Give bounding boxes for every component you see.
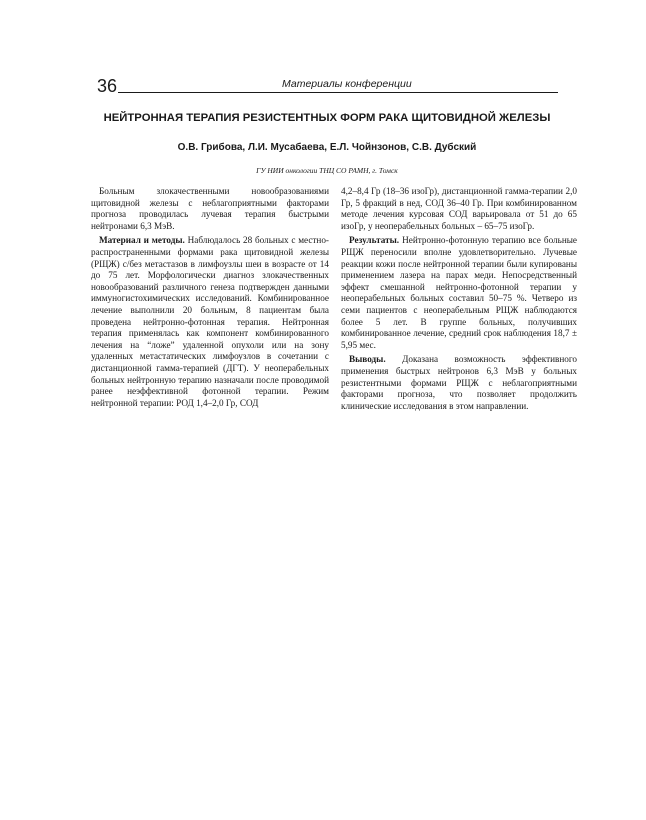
article-title: НЕЙТРОННАЯ ТЕРАПИЯ РЕЗИСТЕНТНЫХ ФОРМ РАКА ЩИТОВИДНОЙ ЖЕЛЕЗЫ — [103, 112, 551, 124]
conclusions-paragraph — [341, 354, 577, 412]
methods-continued-paragraph: 4,2–8,4 Гр (18–36 изоГр), дистанционной гамма-терапии 2,0 Гр, 5 фракций в нед, СОД 36–40 Гр. При комбинированном методе лечения курсовая СОД варьировала от 51 до 65 изоГр, у неоперабельных больных – 65–75 изоГр. — [341, 186, 577, 231]
results-text: Нейтронно-фотонную терапию все больные РЩЖ переносили вполне удовлетворительно. Лучевые реакции кожи после нейтронной терапии были купированы применением лазера на парах меди. Непосредственный эффект смешанной нейтронно-фотонной терапии у неоперабельных больных составил 50–75 %. Четверо из семи пациентов с неоперабельным РЩЖ наблюдаются более 5 лет. В группе больных, получивших комбинированное лечение, средний срок наблюдения 18,7 ± 5,95 мес. — [341, 235, 577, 350]
author-list: О.В. Грибова, Л.И. Мусабаева, Е.Л. Чойнзонов, С.В. Дубский — [177, 142, 477, 153]
intro-paragraph: Больным злокачественными новообразованиями щитовидной железы с неблагоприятными факторами прогноза проводилась лучевая терапия быстрыми нейтронами 6,3 МэВ. — [91, 186, 329, 231]
methods-paragraph — [91, 235, 329, 409]
affiliation: ГУ НИИ онкологии ТНЦ СО РАМН, г. Томск — [256, 166, 398, 175]
methods-heading: Материал и методы. — [99, 235, 185, 246]
results-heading: Результаты. — [349, 235, 400, 246]
results-paragraph — [341, 235, 577, 351]
left-column — [91, 186, 329, 409]
conclusions-heading: Выводы. — [349, 354, 386, 365]
page-number: 36 — [97, 76, 118, 96]
header-rule — [118, 92, 558, 93]
methods-text: Наблюдалось 28 больных с местно-распространенными формами рака щитовидной железы (РЩЖ) с/без метастазов в лимфоузлы шеи в возрасте от 14 до 75 лет. Морфологически диагноз злокачественных новообразований различного генеза подтвержден данными иммуногистохимических исследований. Комбинированное лечение выполнили 20 больным, 8 пациентам была проведена нейтронно-фотонная терапия. Нейтронная терапия применялась как компонент комбинированного лечения на “ложе” удаленной опухоли или на зону удаленных метастатических лимфоузлов в сочетании с дистанционной гамма-терапией (ДГТ). У неоперабельных больных нейтронную терапию назначали после проводимой ранее неэффективной фотонной терапии. Режим нейтронной терапии: РОД 1,4–2,0 Гр, СОД — [91, 235, 329, 408]
right-column — [341, 186, 577, 412]
running-title: Материалы конференции — [282, 78, 412, 90]
conclusions-text: Доказана возможность эффективного применения быстрых нейтронов 6,3 МэВ у больных резистентными формами РЩЖ с неблагоприятными факторами прогноза, что позволяет продолжить клинические исследования в этом направлении. — [341, 354, 577, 411]
